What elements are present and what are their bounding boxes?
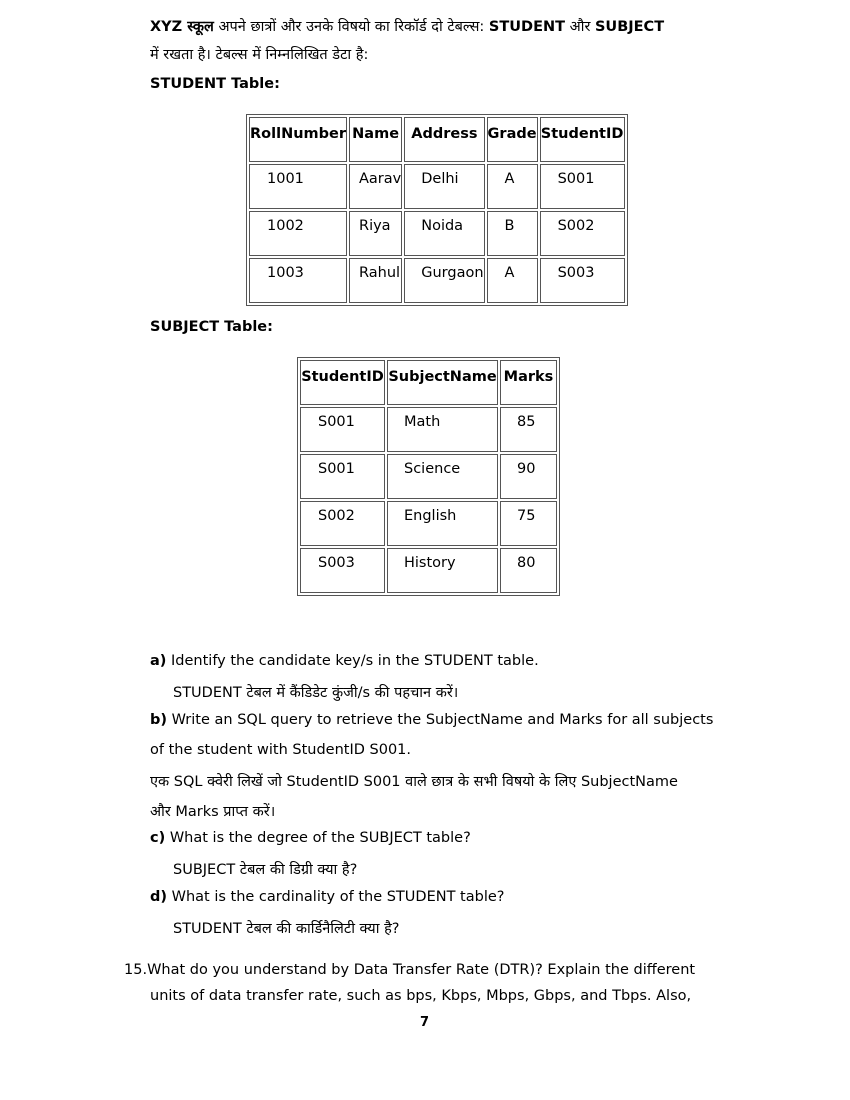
question-a-text: Identify the candidate key/s in the STUDENT table. bbox=[171, 653, 539, 669]
and-word: और bbox=[565, 19, 595, 35]
question-b-en-1 bbox=[150, 712, 713, 728]
subject-table-header-cell: Marks bbox=[500, 360, 557, 405]
table-cell: 85 bbox=[500, 407, 557, 452]
table-cell: S003 bbox=[540, 258, 625, 303]
student-table-header-cell: StudentID bbox=[540, 117, 625, 162]
student-word: STUDENT bbox=[488, 19, 565, 35]
question-15-line-2: units of data transfer rate, such as bps, Kbps, Mbps, Gbps, and Tbps. Also, bbox=[150, 988, 692, 1004]
question-15-number: 15. bbox=[124, 962, 148, 978]
table-row bbox=[249, 164, 625, 209]
table-cell: Noida bbox=[404, 211, 484, 256]
page-number: 7 bbox=[420, 1015, 430, 1030]
question-d-hi: STUDENT टेबल की कार्डिनैलिटी क्या है? bbox=[173, 921, 400, 937]
question-a-label: a) bbox=[150, 653, 167, 669]
student-table-header-cell: Address bbox=[404, 117, 484, 162]
question-c-hi: SUBJECT टेबल की डिग्री क्या है? bbox=[173, 862, 358, 878]
student-table-header-cell: RollNumber bbox=[249, 117, 347, 162]
student-table-caption: STUDENT Table: bbox=[150, 76, 280, 92]
table-row bbox=[249, 211, 625, 256]
subject-table-caption: SUBJECT Table: bbox=[150, 319, 273, 335]
student-table-header-cell: Name bbox=[349, 117, 402, 162]
subject-table-header-cell: StudentID bbox=[300, 360, 385, 405]
question-b-hi-1: एक SQL क्वेरी लिखें जो StudentID S001 वाले छात्र के सभी विषयो के लिए SubjectName bbox=[150, 774, 678, 790]
table-cell: History bbox=[387, 548, 498, 593]
student-table-body bbox=[249, 164, 625, 303]
intro-line-1 bbox=[150, 16, 664, 36]
student-table bbox=[246, 114, 628, 306]
table-row bbox=[300, 548, 557, 593]
table-cell: S001 bbox=[300, 454, 385, 499]
subject-table-header-cell: SubjectName bbox=[387, 360, 498, 405]
table-cell: 80 bbox=[500, 548, 557, 593]
table-cell: 75 bbox=[500, 501, 557, 546]
student-table-header-cell: Grade bbox=[487, 117, 538, 162]
table-cell: Delhi bbox=[404, 164, 484, 209]
table-cell: 1003 bbox=[249, 258, 347, 303]
school-name: XYZ स्कूल bbox=[150, 19, 214, 35]
table-row bbox=[300, 454, 557, 499]
question-b-en-2: of the student with StudentID S001. bbox=[150, 742, 412, 758]
table-cell: B bbox=[487, 211, 538, 256]
table-cell: Aarav bbox=[349, 164, 402, 209]
table-cell: S001 bbox=[300, 407, 385, 452]
table-cell: S001 bbox=[540, 164, 625, 209]
question-d-label: d) bbox=[150, 889, 168, 905]
table-cell: S002 bbox=[540, 211, 625, 256]
table-cell: A bbox=[487, 258, 538, 303]
question-15-text: What do you understand by Data Transfer Rate (DTR)? Explain the different bbox=[147, 962, 696, 978]
question-d-text: What is the cardinality of the STUDENT table? bbox=[171, 889, 505, 905]
intro-text: अपने छात्रों और उनके विषयो का रिकॉर्ड दो टेबल्स: bbox=[213, 19, 489, 35]
table-cell: Rahul bbox=[349, 258, 402, 303]
table-cell: S002 bbox=[300, 501, 385, 546]
question-b-label: b) bbox=[150, 712, 168, 728]
table-cell: Science bbox=[387, 454, 498, 499]
student-header-row bbox=[249, 117, 625, 162]
question-a-en bbox=[150, 653, 539, 669]
question-b-hi-2: और Marks प्राप्त करें। bbox=[150, 804, 276, 820]
subject-table bbox=[297, 357, 560, 596]
question-d-en bbox=[150, 889, 504, 905]
question-a-hi: STUDENT टेबल में कैंडिडेट कुंजी/s की पहचान करें। bbox=[173, 685, 459, 701]
table-row bbox=[300, 407, 557, 452]
table-row bbox=[249, 258, 625, 303]
table-cell: Riya bbox=[349, 211, 402, 256]
subject-word: SUBJECT bbox=[594, 19, 665, 35]
subject-table-body bbox=[300, 407, 557, 593]
question-15-line-1 bbox=[124, 962, 695, 978]
intro-line-2: में रखता है। टेबल्स में निम्नलिखित डेटा है: bbox=[150, 47, 369, 63]
question-c-en bbox=[150, 830, 471, 846]
table-cell: English bbox=[387, 501, 498, 546]
table-cell: Gurgaon bbox=[404, 258, 484, 303]
table-cell: S003 bbox=[300, 548, 385, 593]
subject-header-row bbox=[300, 360, 557, 405]
table-cell: A bbox=[487, 164, 538, 209]
table-cell: 1001 bbox=[249, 164, 347, 209]
question-b-text: Write an SQL query to retrieve the SubjectName and Marks for all subjects bbox=[171, 712, 714, 728]
table-cell: 90 bbox=[500, 454, 557, 499]
table-row bbox=[300, 501, 557, 546]
table-cell: Math bbox=[387, 407, 498, 452]
question-c-label: c) bbox=[150, 830, 166, 846]
question-c-text: What is the degree of the SUBJECT table? bbox=[169, 830, 471, 846]
table-cell: 1002 bbox=[249, 211, 347, 256]
